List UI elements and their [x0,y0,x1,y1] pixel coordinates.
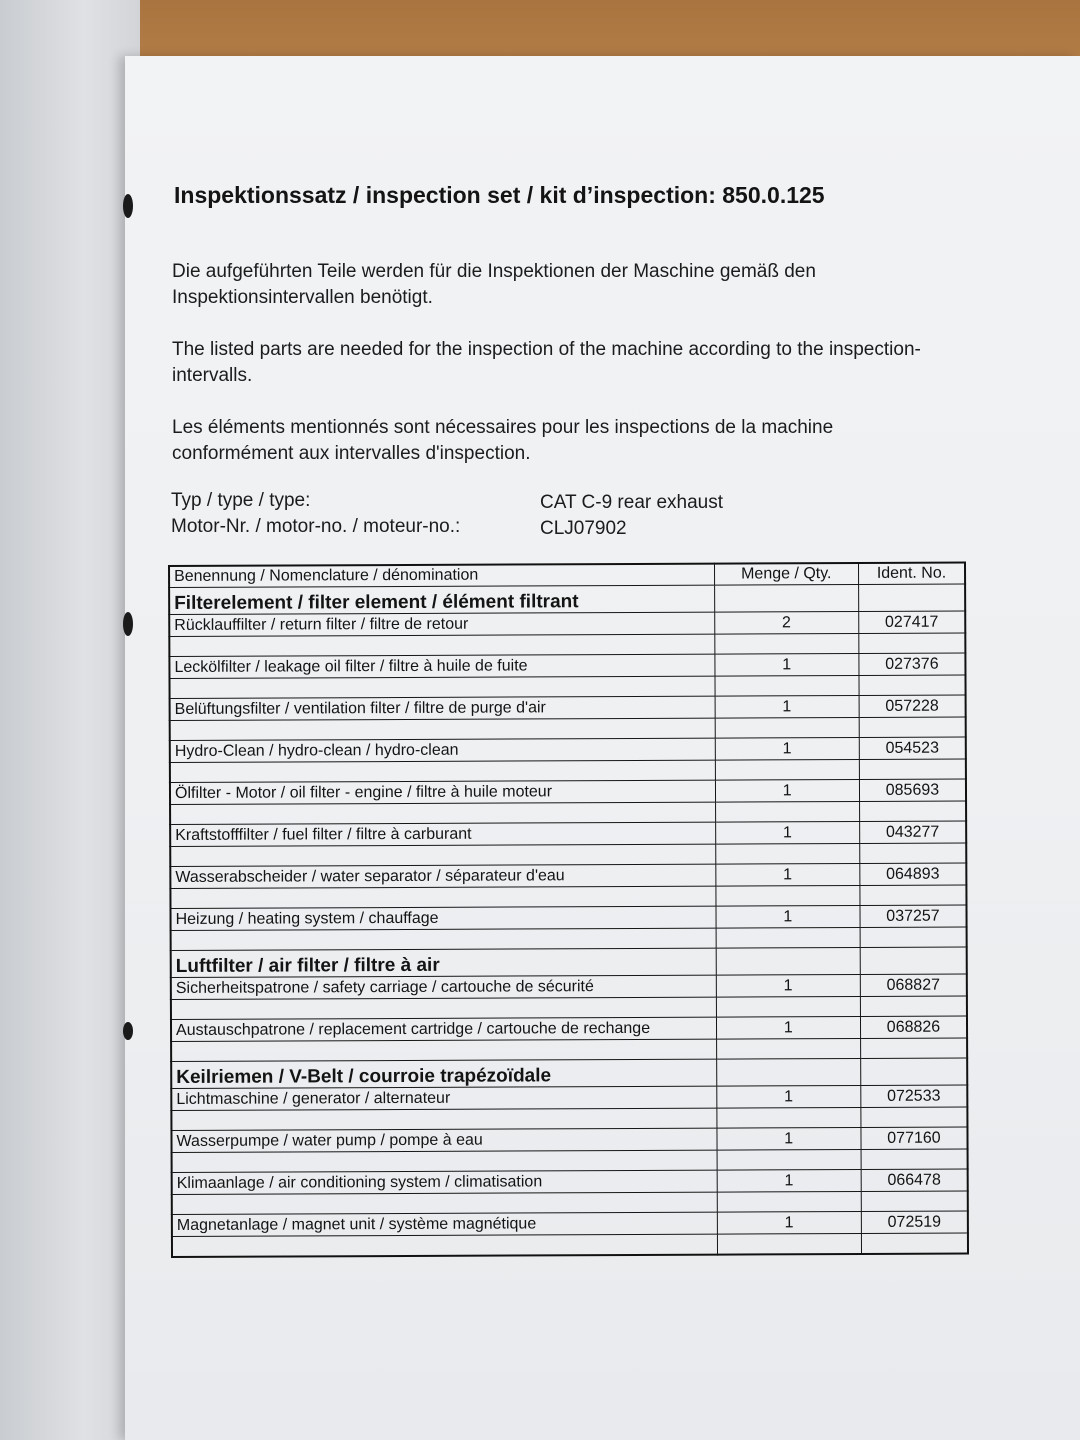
part-qty: 1 [715,821,859,844]
part-name: Lichtmaschine / generator / alternateur [171,1086,716,1110]
part-name: Heizung / heating system / chauffage [170,906,715,930]
binder-hole-icon [123,612,133,636]
part-name: Austauschpatrone / replacement cartridge / cartouche de rechange [171,1017,716,1041]
part-ident: 064893 [860,863,967,885]
empty-cell [861,1107,968,1127]
part-name: Hydro-Clean / hydro-clean / hydro-clean [170,738,715,762]
part-name: Magnetanlage / magnet unit / système magnétique [172,1212,717,1236]
empty-cell [716,927,860,948]
section-title: Keilriemen / V-Belt / courroie trapézoïdale [171,1059,716,1088]
empty-cell [170,718,715,740]
empty-cell [714,633,858,654]
empty-cell [860,947,967,974]
empty-cell [715,885,859,906]
motor-label: Motor-Nr. / motor-no. / moteur-no.: [171,516,461,537]
part-ident: 072533 [861,1085,968,1107]
part-qty: 1 [715,779,859,802]
empty-cell [859,633,966,653]
part-ident: 068826 [860,1016,967,1038]
empty-cell [858,584,965,611]
part-ident: 068827 [860,974,967,996]
part-ident: 085693 [859,779,966,801]
empty-cell [717,1233,861,1254]
part-qty: 1 [715,863,859,886]
empty-cell [169,634,714,656]
part-ident: 066478 [861,1169,968,1191]
empty-cell [715,759,859,780]
section-title: Filterelement / filter element / élément filtrant [169,585,714,614]
part-ident: 077160 [861,1127,968,1149]
part-name: Rücklauffilter / return filter / filtre de retour [169,612,714,636]
part-ident: 027417 [859,611,966,633]
part-qty: 1 [716,905,860,928]
section-header-row [169,584,965,614]
part-ident: 072519 [861,1211,968,1233]
empty-cell [860,843,967,863]
type-label: Typ / type / type: [171,490,311,511]
empty-cell [860,996,967,1016]
part-qty: 1 [716,1016,860,1039]
empty-cell [716,1058,860,1086]
part-qty: 1 [714,653,858,676]
empty-cell [171,1108,716,1130]
empty-cell [171,1039,716,1061]
section-header-row [171,947,967,977]
type-value: CAT C-9 rear exhaust [540,492,724,513]
part-name: Wasserpumpe / water pump / pompe à eau [171,1128,716,1152]
part-name: Belüftungsfilter / ventilation filter / filtre de purge d'air [170,696,715,720]
empty-cell [860,1038,967,1058]
previous-page-edge [0,0,140,1440]
empty-cell [170,844,715,866]
parts-table [168,562,969,1258]
empty-cell [169,676,714,698]
binder-hole-icon [123,194,133,218]
empty-cell [715,843,859,864]
table-row-spacer [172,1233,968,1257]
empty-cell [717,1149,861,1170]
empty-cell [715,717,859,738]
empty-cell [714,584,858,612]
empty-cell [859,759,966,779]
part-qty: 1 [715,695,859,718]
part-ident: 054523 [859,737,966,759]
empty-cell [716,1038,860,1059]
part-qty: 1 [716,1085,860,1108]
part-qty: 1 [715,737,859,760]
intro-paragraph-en: The listed parts are needed for the inspection of the machine according to the inspection-intervalls. [172,339,921,386]
intro-paragraph-fr: Les éléments mentionnés sont nécessaires pour les inspections de la machine conformément aux intervalles d'inspection. [172,417,834,464]
part-name: Ölfilter - Motor / oil filter - engine / filtre à huile moteur [170,780,715,804]
part-qty: 1 [716,974,860,997]
part-ident: 027376 [859,653,966,675]
part-name: Leckölfilter / leakage oil filter / filtre à huile de fuite [169,654,714,678]
part-name: Sicherheitspatrone / safety carriage / cartouche de sécurité [171,975,716,999]
empty-cell [716,1107,860,1128]
part-qty: 2 [714,611,858,634]
part-name: Klimaanlage / air conditioning system / climatisation [172,1170,717,1194]
empty-cell [171,928,716,950]
empty-cell [859,717,966,737]
empty-cell [861,1058,968,1085]
part-ident: 057228 [859,695,966,717]
intro-paragraph-de: Die aufgeführten Teile werden für die Inspektionen der Maschine gemäß den Inspektionsintervallen benötigt. [172,261,816,308]
empty-cell [172,1234,717,1257]
part-name: Wasserabscheider / water separator / séparateur d'eau [170,864,715,888]
empty-cell [715,801,859,822]
part-ident: 037257 [860,905,967,927]
section-header-row [171,1058,967,1088]
empty-cell [170,760,715,782]
header-name: Benennung / Nomenclature / dénomination [169,564,714,588]
empty-cell [716,947,860,975]
page-title: Inspektionssatz / inspection set / kit d’inspection: 850.0.125 [174,182,825,208]
binder-hole-icon [123,1022,133,1040]
empty-cell [860,885,967,905]
empty-cell [861,1191,968,1211]
header-ident: Ident. No. [858,563,965,585]
part-name: Kraftstofffilter / fuel filter / filtre à carburant [170,822,715,846]
empty-cell [715,675,859,696]
empty-cell [859,675,966,695]
empty-cell [859,801,966,821]
part-qty: 1 [717,1127,861,1150]
empty-cell [172,1150,717,1172]
part-qty: 1 [717,1169,861,1192]
empty-cell [717,1191,861,1212]
motor-value: CLJ07902 [540,518,627,539]
empty-cell [861,1233,968,1254]
part-qty: 1 [717,1211,861,1234]
section-title: Luftfilter / air filter / filtre à air [171,948,716,977]
empty-cell [860,927,967,947]
empty-cell [172,1192,717,1214]
empty-cell [171,997,716,1019]
empty-cell [170,886,715,908]
empty-cell [716,996,860,1017]
empty-cell [861,1149,968,1169]
empty-cell [170,802,715,824]
part-ident: 043277 [860,821,967,843]
header-qty: Menge / Qty. [714,563,858,585]
